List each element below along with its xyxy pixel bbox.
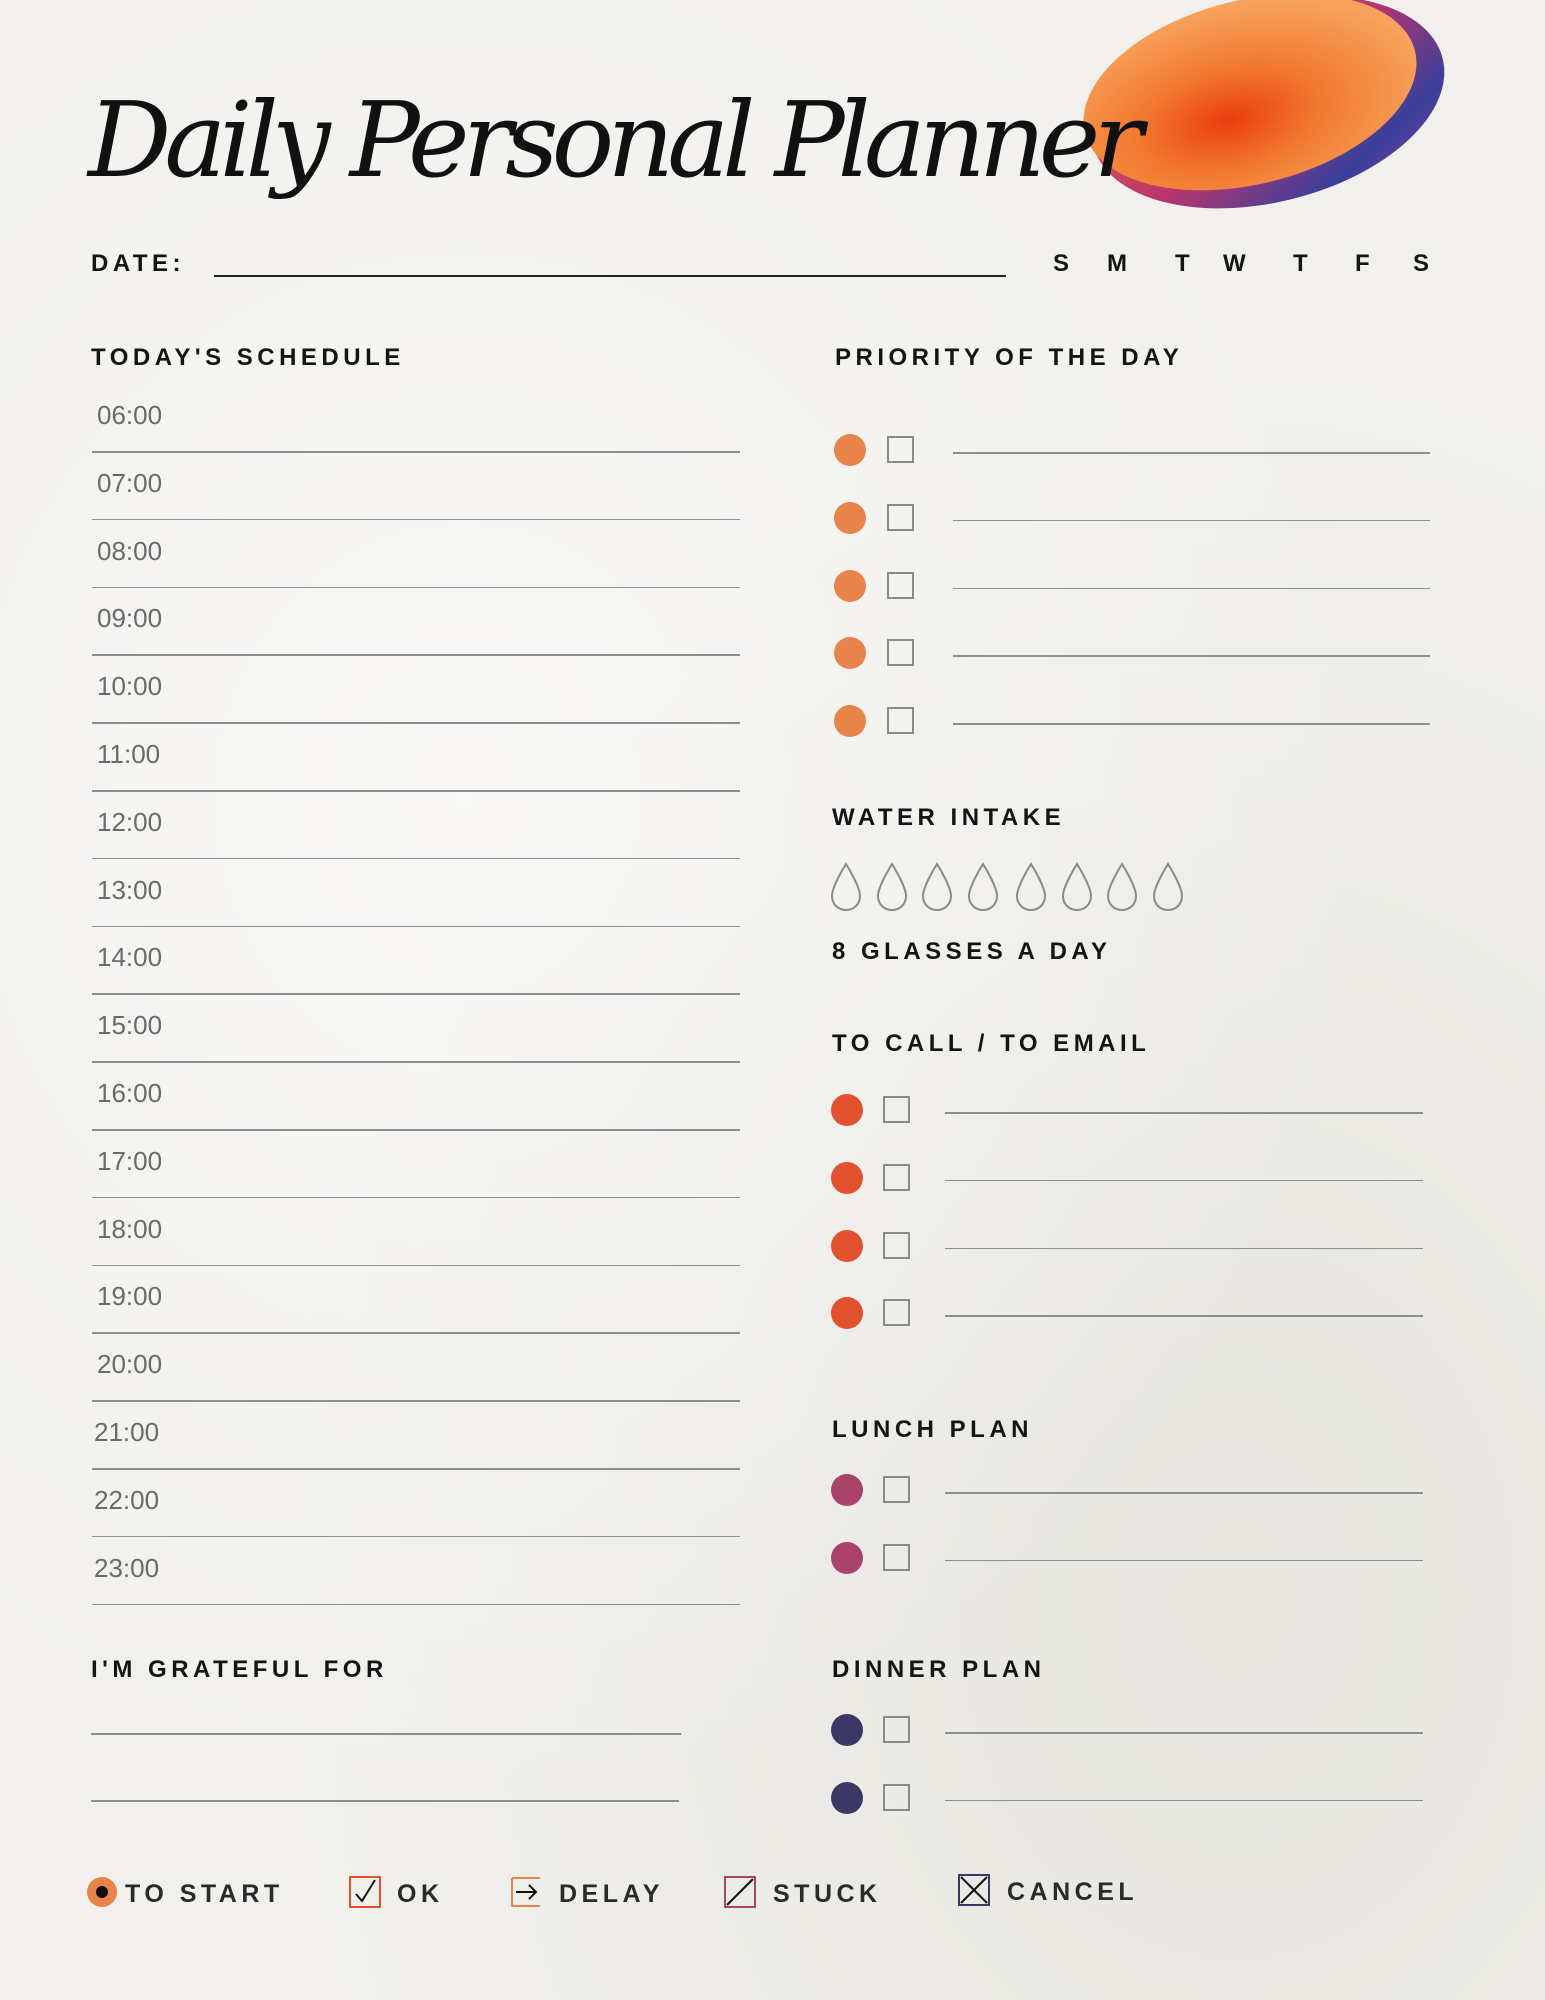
delay-arrow-icon <box>510 1876 542 1908</box>
date-label: DATE: <box>91 250 186 277</box>
schedule-time-label: 07:00 <box>97 467 163 498</box>
priority-entry-line[interactable] <box>953 723 1430 725</box>
grateful-line[interactable] <box>91 1733 681 1735</box>
dinner-heading: DINNER PLAN <box>832 1656 1046 1683</box>
cancel-x-icon <box>958 1874 990 1906</box>
legend-cancel-label: CANCEL <box>1007 1878 1139 1906</box>
priority-entry-line[interactable] <box>953 452 1430 454</box>
water-drop-icon[interactable] <box>1152 862 1184 912</box>
priority-checkbox[interactable] <box>887 639 914 666</box>
lunch-heading: LUNCH PLAN <box>832 1416 1033 1443</box>
lunch-bullet-icon <box>831 1542 863 1574</box>
schedule-entry-line[interactable] <box>92 790 740 792</box>
to-start-icon <box>86 1876 118 1908</box>
grateful-line[interactable] <box>91 1800 679 1802</box>
schedule-time-label: 17:00 <box>97 1145 163 1176</box>
schedule-entry-line[interactable] <box>92 1468 740 1470</box>
call-email-bullet-icon <box>831 1297 863 1329</box>
legend-ok-label: OK <box>397 1880 444 1908</box>
priority-bullet-icon <box>834 637 866 669</box>
schedule-entry-line[interactable] <box>92 926 740 928</box>
schedule-time-label: 06:00 <box>97 400 163 430</box>
day-friday[interactable]: F <box>1355 250 1370 277</box>
priority-entry-line[interactable] <box>953 588 1430 590</box>
stuck-slash-icon <box>724 1876 756 1908</box>
water-drop-icon[interactable] <box>876 862 908 912</box>
schedule-entry-line[interactable] <box>92 1604 740 1606</box>
call-email-entry-line[interactable] <box>945 1112 1423 1114</box>
schedule-entry-line[interactable] <box>92 1265 740 1267</box>
priority-bullet-icon <box>834 434 866 466</box>
day-saturday[interactable]: S <box>1413 250 1430 277</box>
page-title: Daily Personal Planner <box>88 79 1137 201</box>
lunch-bullet-icon <box>831 1474 863 1506</box>
schedule-time-label: 20:00 <box>97 1349 163 1380</box>
call-email-checkbox[interactable] <box>883 1164 910 1191</box>
schedule-entry-line[interactable] <box>92 519 740 521</box>
schedule-time-label: 14:00 <box>97 942 163 973</box>
priority-bullet-icon <box>834 570 866 602</box>
schedule-time-label: 19:00 <box>97 1281 163 1312</box>
schedule-time-label: 21:00 <box>94 1417 160 1447</box>
schedule-entry-line[interactable] <box>92 722 740 724</box>
dinner-entry-line[interactable] <box>945 1732 1423 1734</box>
water-drop-icon[interactable] <box>1015 862 1047 912</box>
schedule-time-label: 18:00 <box>97 1213 163 1244</box>
water-drop-icon[interactable] <box>830 862 862 912</box>
schedule-time-label: 10:00 <box>97 671 163 702</box>
call-email-bullet-icon <box>831 1094 863 1126</box>
schedule-time-label: 15:00 <box>97 1010 163 1041</box>
dinner-checkbox[interactable] <box>883 1784 910 1811</box>
priority-entry-line[interactable] <box>953 655 1430 657</box>
schedule-entry-line[interactable] <box>92 1332 740 1334</box>
dinner-entry-line[interactable] <box>945 1800 1423 1802</box>
date-input-line[interactable] <box>214 275 1006 277</box>
dinner-bullet-icon <box>831 1714 863 1746</box>
day-tuesday[interactable]: T <box>1175 250 1190 277</box>
call-email-checkbox[interactable] <box>883 1096 910 1123</box>
water-drop-icon[interactable] <box>921 862 953 912</box>
day-thursday[interactable]: T <box>1293 250 1308 277</box>
lunch-checkbox[interactable] <box>883 1544 910 1571</box>
schedule-entry-line[interactable] <box>92 1400 740 1402</box>
schedule-entry-line[interactable] <box>92 587 740 589</box>
schedule-entry-line[interactable] <box>92 451 740 453</box>
call-email-entry-line[interactable] <box>945 1248 1423 1250</box>
priority-heading: PRIORITY OF THE DAY <box>835 344 1184 371</box>
water-drop-icon[interactable] <box>1061 862 1093 912</box>
lunch-entry-line[interactable] <box>945 1560 1423 1562</box>
priority-checkbox[interactable] <box>887 436 914 463</box>
dinner-checkbox[interactable] <box>883 1716 910 1743</box>
schedule-entry-line[interactable] <box>92 993 740 995</box>
day-wednesday[interactable]: W <box>1223 250 1246 277</box>
call-email-entry-line[interactable] <box>945 1180 1423 1182</box>
water-heading: WATER INTAKE <box>832 804 1066 831</box>
schedule-entry-line[interactable] <box>92 1536 740 1538</box>
priority-checkbox[interactable] <box>887 572 914 599</box>
water-drop-icon[interactable] <box>1106 862 1138 912</box>
schedule-entry-line[interactable] <box>92 1061 740 1063</box>
water-caption: 8 GLASSES A DAY <box>832 938 1112 965</box>
priority-checkbox[interactable] <box>887 504 914 531</box>
call-email-heading: TO CALL / TO EMAIL <box>832 1030 1151 1057</box>
ok-check-icon <box>349 1876 381 1908</box>
priority-entry-line[interactable] <box>953 520 1430 522</box>
call-email-entry-line[interactable] <box>945 1315 1423 1317</box>
schedule-entry-line[interactable] <box>92 1197 740 1199</box>
call-email-checkbox[interactable] <box>883 1299 910 1326</box>
lunch-entry-line[interactable] <box>945 1492 1423 1494</box>
legend-stuck-label: STUCK <box>773 1880 882 1908</box>
day-monday[interactable]: M <box>1107 250 1127 277</box>
call-email-bullet-icon <box>831 1162 863 1194</box>
legend-delay-label: DELAY <box>559 1880 664 1908</box>
priority-checkbox[interactable] <box>887 707 914 734</box>
grateful-heading: I'M GRATEFUL FOR <box>91 1656 388 1683</box>
schedule-time-label: 12:00 <box>97 806 163 837</box>
call-email-checkbox[interactable] <box>883 1232 910 1259</box>
schedule-time-label: 23:00 <box>94 1552 160 1583</box>
lunch-checkbox[interactable] <box>883 1476 910 1503</box>
call-email-bullet-icon <box>831 1230 863 1262</box>
schedule-heading: TODAY'S SCHEDULE <box>91 344 405 371</box>
priority-bullet-icon <box>834 502 866 534</box>
schedule-time-label: 13:00 <box>97 874 163 905</box>
day-sunday[interactable]: S <box>1053 250 1070 277</box>
schedule-entry-line[interactable] <box>92 654 740 656</box>
schedule-entry-line[interactable] <box>92 1129 740 1131</box>
schedule-time-label: 08:00 <box>97 535 163 566</box>
schedule-time-label: 22:00 <box>94 1484 160 1515</box>
dinner-bullet-icon <box>831 1782 863 1814</box>
schedule-time-label: 16:00 <box>97 1078 163 1108</box>
water-drop-icon[interactable] <box>967 862 999 912</box>
priority-bullet-icon <box>834 705 866 737</box>
schedule-entry-line[interactable] <box>92 858 740 860</box>
legend-to-start-label: TO START <box>125 1880 284 1908</box>
schedule-time-label: 11:00 <box>97 739 161 769</box>
schedule-time-label: 09:00 <box>97 603 163 634</box>
